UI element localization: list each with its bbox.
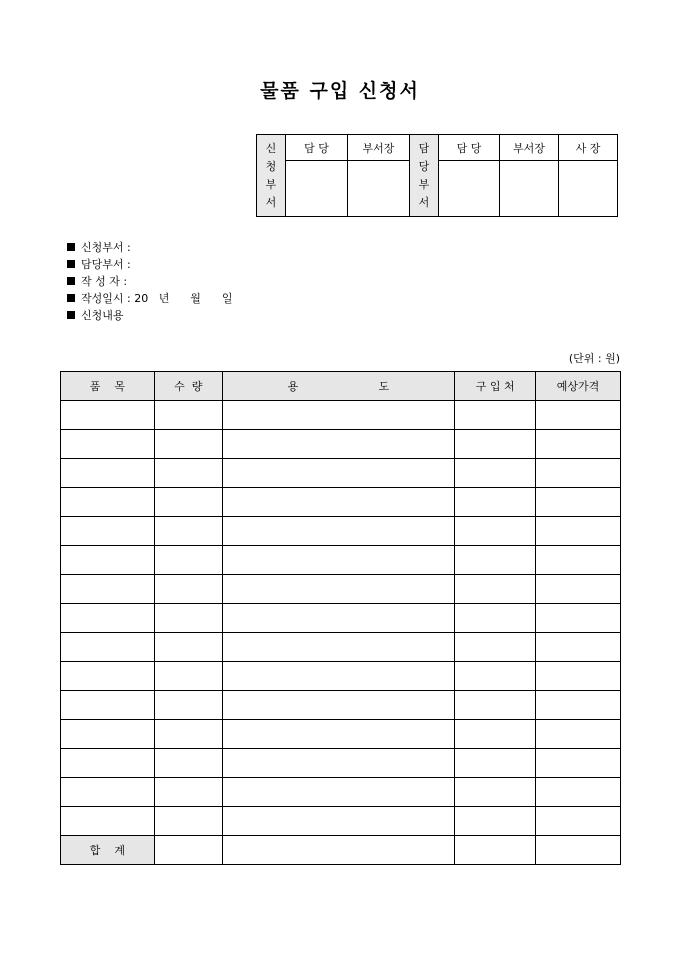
cell-purpose[interactable] xyxy=(222,807,455,836)
cell-item[interactable] xyxy=(61,430,155,459)
cell-price[interactable] xyxy=(536,778,621,807)
table-row xyxy=(61,662,621,691)
cell-vendor[interactable] xyxy=(455,604,536,633)
cell-quantity[interactable] xyxy=(154,517,222,546)
cell-purpose[interactable] xyxy=(222,749,455,778)
cell-item[interactable] xyxy=(61,691,155,720)
cell-item[interactable] xyxy=(61,807,155,836)
cell-quantity[interactable] xyxy=(154,575,222,604)
cell-item[interactable] xyxy=(61,488,155,517)
approval-table xyxy=(256,134,618,217)
total-row xyxy=(61,836,621,865)
cell-quantity[interactable] xyxy=(154,749,222,778)
cell-price[interactable] xyxy=(536,604,621,633)
cell-vendor[interactable] xyxy=(455,633,536,662)
applicant-staff-sign[interactable] xyxy=(286,161,348,217)
cell-quantity[interactable] xyxy=(154,401,222,430)
total-purpose[interactable] xyxy=(222,836,455,865)
cell-item[interactable] xyxy=(61,749,155,778)
table-row xyxy=(61,778,621,807)
cell-price[interactable] xyxy=(536,488,621,517)
cell-purpose[interactable] xyxy=(222,430,455,459)
cell-purpose[interactable] xyxy=(222,778,455,807)
cell-price[interactable] xyxy=(536,401,621,430)
cell-purpose[interactable] xyxy=(222,488,455,517)
cell-quantity[interactable] xyxy=(154,778,222,807)
cell-purpose[interactable] xyxy=(222,401,455,430)
header-item: 품 목 xyxy=(61,372,155,401)
ceo-header: 사 장 xyxy=(559,135,618,161)
cell-price[interactable] xyxy=(536,691,621,720)
table-row xyxy=(61,691,621,720)
total-vendor[interactable] xyxy=(455,836,536,865)
table-row xyxy=(61,401,621,430)
cell-purpose[interactable] xyxy=(222,633,455,662)
items-table xyxy=(60,371,621,865)
handler-manager-header: 부서장 xyxy=(500,135,559,161)
ceo-sign[interactable] xyxy=(559,161,618,217)
header-vendor: 구 입 처 xyxy=(455,372,536,401)
cell-purpose[interactable] xyxy=(222,546,455,575)
applicant-staff-header: 담 당 xyxy=(286,135,348,161)
cell-item[interactable] xyxy=(61,517,155,546)
cell-item[interactable] xyxy=(61,546,155,575)
table-row xyxy=(61,546,621,575)
header-purpose: 용 도 xyxy=(222,372,455,401)
cell-quantity[interactable] xyxy=(154,459,222,488)
table-row xyxy=(61,575,621,604)
cell-price[interactable] xyxy=(536,546,621,575)
cell-vendor[interactable] xyxy=(455,778,536,807)
info-handler: 담당부서 : xyxy=(67,256,233,273)
cell-purpose[interactable] xyxy=(222,459,455,488)
cell-quantity[interactable] xyxy=(154,546,222,575)
cell-price[interactable] xyxy=(536,430,621,459)
cell-price[interactable] xyxy=(536,575,621,604)
cell-price[interactable] xyxy=(536,720,621,749)
cell-quantity[interactable] xyxy=(154,662,222,691)
total-price[interactable] xyxy=(536,836,621,865)
handler-staff-sign[interactable] xyxy=(439,161,500,217)
cell-item[interactable] xyxy=(61,459,155,488)
cell-vendor[interactable] xyxy=(455,430,536,459)
cell-price[interactable] xyxy=(536,459,621,488)
cell-vendor[interactable] xyxy=(455,517,536,546)
cell-item[interactable] xyxy=(61,778,155,807)
table-row xyxy=(61,633,621,662)
table-row xyxy=(61,517,621,546)
total-label: 합 계 xyxy=(61,836,155,865)
cell-item[interactable] xyxy=(61,720,155,749)
cell-vendor[interactable] xyxy=(455,749,536,778)
info-content: 신청내용 xyxy=(67,307,233,324)
applicant-dept-label: 신 청 부 서 xyxy=(257,135,286,217)
cell-vendor[interactable] xyxy=(455,691,536,720)
cell-purpose[interactable] xyxy=(222,575,455,604)
cell-item[interactable] xyxy=(61,401,155,430)
cell-price[interactable] xyxy=(536,749,621,778)
table-header-row xyxy=(61,372,621,401)
applicant-manager-header: 부서장 xyxy=(348,135,410,161)
cell-quantity[interactable] xyxy=(154,430,222,459)
cell-quantity[interactable] xyxy=(154,488,222,517)
handler-staff-header: 담 당 xyxy=(439,135,500,161)
cell-item[interactable] xyxy=(61,662,155,691)
header-quantity: 수 량 xyxy=(154,372,222,401)
cell-price[interactable] xyxy=(536,633,621,662)
cell-purpose[interactable] xyxy=(222,517,455,546)
handler-manager-sign[interactable] xyxy=(500,161,559,217)
applicant-manager-sign[interactable] xyxy=(348,161,410,217)
cell-purpose[interactable] xyxy=(222,720,455,749)
cell-purpose[interactable] xyxy=(222,662,455,691)
table-row xyxy=(61,488,621,517)
cell-quantity[interactable] xyxy=(154,691,222,720)
cell-item[interactable] xyxy=(61,575,155,604)
unit-label: (단위 : 원) xyxy=(568,352,620,365)
table-row xyxy=(61,459,621,488)
info-writer: 작 성 자 : xyxy=(67,273,233,290)
cell-item[interactable] xyxy=(61,633,155,662)
info-dept: 신청부서 : xyxy=(67,239,233,256)
cell-vendor[interactable] xyxy=(455,401,536,430)
cell-quantity[interactable] xyxy=(154,807,222,836)
document-title: 물품 구입 신청서 xyxy=(260,80,420,102)
cell-price[interactable] xyxy=(536,662,621,691)
cell-quantity[interactable] xyxy=(154,604,222,633)
total-quantity[interactable] xyxy=(154,836,222,865)
cell-price[interactable] xyxy=(536,517,621,546)
header-price: 예상가격 xyxy=(536,372,621,401)
cell-quantity[interactable] xyxy=(154,720,222,749)
table-row xyxy=(61,430,621,459)
table-row xyxy=(61,720,621,749)
cell-quantity[interactable] xyxy=(154,633,222,662)
info-section xyxy=(67,239,233,324)
cell-item[interactable] xyxy=(61,604,155,633)
cell-purpose[interactable] xyxy=(222,604,455,633)
cell-price[interactable] xyxy=(536,807,621,836)
table-row xyxy=(61,807,621,836)
cell-purpose[interactable] xyxy=(222,691,455,720)
info-date: 작성일시 : 20 년 월 일 xyxy=(67,290,233,307)
table-row xyxy=(61,749,621,778)
cell-vendor[interactable] xyxy=(455,662,536,691)
cell-vendor[interactable] xyxy=(455,807,536,836)
cell-vendor[interactable] xyxy=(455,575,536,604)
cell-vendor[interactable] xyxy=(455,488,536,517)
cell-vendor[interactable] xyxy=(455,720,536,749)
cell-vendor[interactable] xyxy=(455,459,536,488)
table-row xyxy=(61,604,621,633)
handler-dept-label: 담 당 부 서 xyxy=(410,135,439,217)
cell-vendor[interactable] xyxy=(455,546,536,575)
